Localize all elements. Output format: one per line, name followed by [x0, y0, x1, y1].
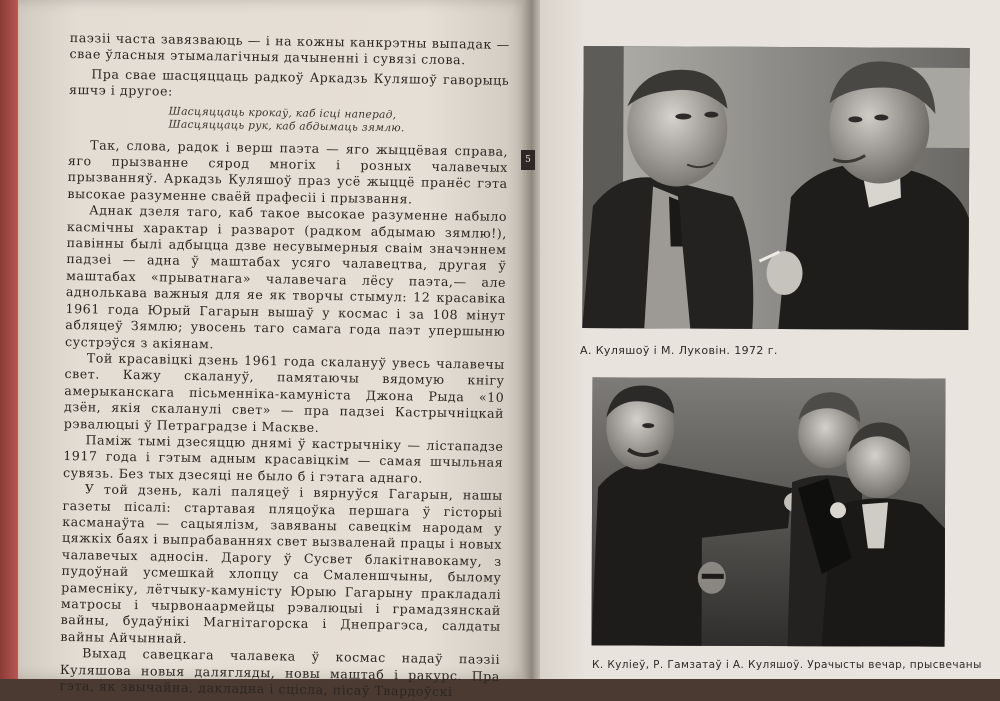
paragraph: Паміж тымі дзесяццю днямі ў кастрычніку — лістападзе 1917 года і гэтым адным красавіцкім — самая шчыльная сувязь. Без тых дзесяці не было б і гэтага аднаго. [62, 432, 504, 486]
paragraph: Выхад савецкага чалавека ў космас надаў паэзіі Куляшова новыя далягляды, новы маштаб і ракурс. Пра гэта, як звычайна, дакладна і сцісла, пісаў Твардоўскі [59, 645, 501, 700]
verse-quote [168, 105, 508, 137]
photo-caption: К. Куліеў, Р. Гамзатаў і А. Куляшоў. Урачысты вечар, прысвечаны [592, 659, 982, 671]
paragraph: паэзіі часта завязваюць — і на кожны канкрэтны выпадак — свае ўласныя этымалагічныя дачыненні і сувязі слова. [69, 30, 510, 68]
left-page-text [59, 30, 510, 700]
page-marker: 5 [521, 150, 535, 170]
photo-group-award-icon [592, 377, 946, 646]
photo-group [592, 377, 946, 646]
verse-line: Шасцяццаць рук, каб абдымаць зямлю. [168, 118, 405, 135]
photo-two-men-talking-icon [582, 46, 969, 330]
paragraph: Так, слова, радок і верш паэта — яго жыццёвая справа, яго прызванне сярод многіх і розных чалавечых прызванняў. Аркадзь Куляшоў праз усё жыццё пранёс гэта высокае разуменне сваёй прафесіі і прызвання. [67, 136, 509, 207]
photo-two-men [582, 46, 969, 330]
verse-line: Шасцяццаць крокаў, каб ісці наперад, [168, 105, 397, 121]
photo-caption: А. Куляшоў і М. Луковін. 1972 г. [580, 344, 778, 357]
paragraph: Аднак дзеля таго, каб такое высокае разуменне набыло касмічны характар і разварот (радком абдымаю зямлю!), павінны былі адбыцца дзве несувымерныя сваім значэннем падзеі — адна ў маштабах усяго чалавецтва, другая ў маштабах «прыватнага» чалавечага лёсу паэта,— але аднолькава важныя для яе як творчы стымул: 12 красавіка 1961 года Юрый Гагарын вышаў у космас і за 108 мінут абляцеў Зямлю; увосень таго самага года паэт упершыню сустрэўся з акіянам. [64, 202, 508, 351]
paragraph: У той дзень, калі паляцеў і вярнуўся Гагарын, нашы газеты пісалі: стартавая пляцоўка першага ў гісторыі касманаўта — сацыялізм, завяваны савецкім народам у цяжкіх баях і выпрабаваннях свет вызваленай працы і новых чалавечых адносін. Дарогу ў Сусвет блакітнавокаму, з пудоўнай усмешкай хлопцу са Смаленшчыны, былому рамесніку, лётчыку-камуністу Юрыю Гагарыну пракладалі матросы і чырвонаармейцы рэвалюцыі і грамадзянскай вайны, будаўнікі Магнітагорска і Днепрагэса, салдаты вайны Айчыннай. [60, 481, 503, 646]
paragraph: Той красавіцкі дзень 1961 года скалануў увесь чалавечы свет. Кажу скалануў, памятаючы вядомую кнігу амерыканскага пісьменніка-камуніста Джона Рыда «10 дзён, якія скаланулі свет» — пра падзеі Кастрычніцкай рэвалюцыі ў Петраградзе і Маскве. [63, 350, 505, 435]
paragraph: Пра свае шасцяццаць радкоў Аркадзь Куляшоў гаворыць яшчэ і другое: [68, 66, 510, 99]
